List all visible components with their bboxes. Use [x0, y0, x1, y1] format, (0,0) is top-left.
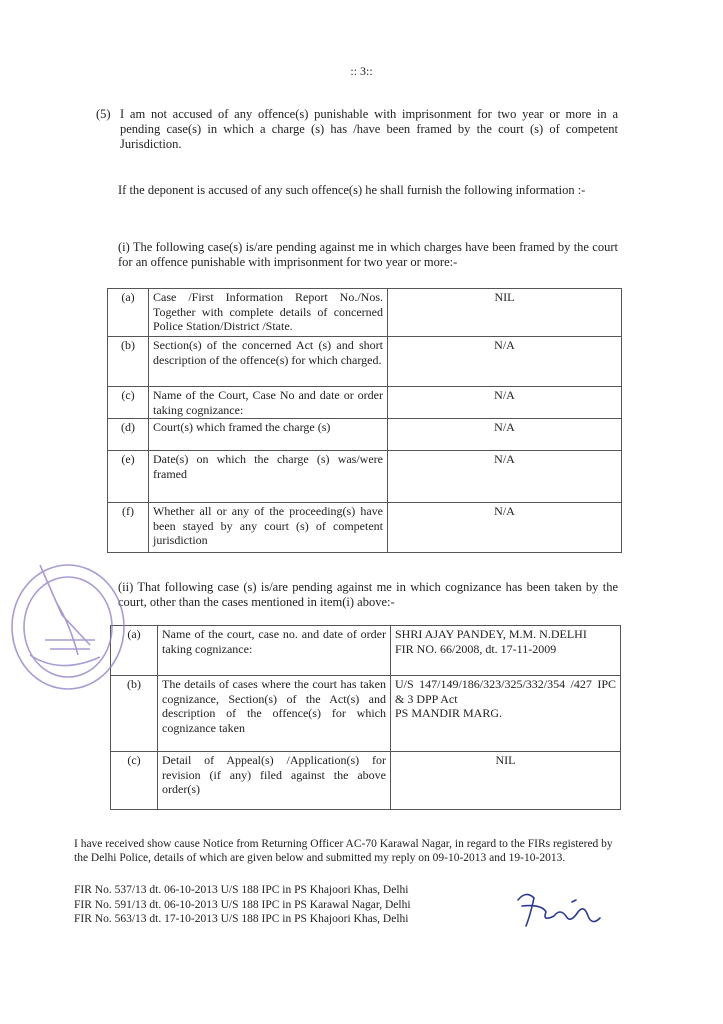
table-row — [108, 289, 622, 337]
page-number: :: 3:: — [350, 64, 373, 78]
value-line: NIL — [495, 753, 516, 767]
row-label: (d) — [108, 419, 149, 451]
show-cause-note: I have received show cause Notice from Returning Officer AC-70 Karawal Nagar, in regard to the FIRs registered by the Delhi Police, details of which are given below and submitted my reply on 09-10-2013 and 19-10-2013. — [74, 838, 613, 864]
row-label: (b) — [108, 337, 149, 387]
row-label: (c) — [111, 752, 158, 810]
table-row — [111, 626, 621, 676]
row-value: N/A — [388, 451, 622, 503]
item-i-paragraph: (i) The following case(s) is/are pending against me in which charges have been framed by the court for an offence punishable with imprisonment for two year or more:- — [118, 240, 618, 269]
row-value: NIL — [388, 289, 622, 337]
row-value — [391, 626, 621, 676]
signature-icon — [512, 882, 607, 932]
row-description: Detail of Appeal(s) /Application(s) for revision (if any) filed against the above order(s) — [158, 752, 391, 810]
value-line: PS MANDIR MARG. — [395, 706, 503, 720]
cases-charged-table — [107, 288, 622, 553]
official-stamp-icon — [0, 545, 125, 705]
paragraph-5-number: (5) — [96, 107, 111, 121]
row-value: N/A — [388, 387, 622, 419]
row-description: The details of cases where the court has taken cognizance, Section(s) of the Act(s) and description of the offence(s) for which cognizance taken — [158, 676, 391, 752]
row-label: (a) — [108, 289, 149, 337]
cases-cognizance-table — [110, 625, 621, 810]
row-value: N/A — [388, 419, 622, 451]
value-line: FIR NO. 66/2008, dt. 17-11-2009 — [395, 641, 557, 656]
list-item: FIR No. 591/13 dt. 06-10-2013 U/S 188 IPC in PS Karawal Nagar, Delhi — [74, 898, 411, 911]
item-ii-paragraph: (ii) That following case (s) is/are pending against me in which cognizance has been taken by the court, other than the cases mentioned in item(i) above:- — [118, 580, 618, 609]
row-description: Date(s) on which the charge (s) was/were framed — [149, 451, 388, 503]
row-description: Section(s) of the concerned Act (s) and short description of the offence(s) for which charged. — [149, 337, 388, 387]
row-description: Court(s) which framed the charge (s) — [149, 419, 388, 451]
row-label: (a) — [111, 626, 158, 676]
row-value: N/A — [388, 337, 622, 387]
table-row — [111, 676, 621, 752]
table-row — [108, 451, 622, 503]
list-item: FIR No. 537/13 dt. 06-10-2013 U/S 188 IPC in PS Khajoori Khas, Delhi — [74, 884, 409, 896]
row-value — [391, 752, 621, 810]
row-description: Name of the court, case no. and date of order taking cognizance: — [158, 626, 391, 676]
paragraph-5-text: I am not accused of any offence(s) punishable with imprisonment for two year or more in a pending case(s) in which a charge (s) has /have been framed by the court (s) of competent Jurisdiction. — [120, 107, 618, 151]
value-line: U/S 147/149/186/323/325/332/354 /427 IPC & 3 DPP Act — [395, 677, 616, 706]
list-item: FIR No. 563/13 dt. 17-10-2013 U/S 188 IPC in PS Khajoori Khas, Delhi — [74, 913, 409, 925]
row-description: Case /First Information Report No./Nos. Together with complete details of concerned Police Station/District /State. — [149, 289, 388, 337]
row-description: Whether all or any of the proceeding(s) have been stayed by any court (s) of competent jurisdiction — [149, 503, 388, 553]
row-label: (b) — [111, 676, 158, 752]
info-paragraph: If the deponent is accused of any such offence(s) he shall furnish the following information :- — [118, 183, 586, 197]
table-row — [108, 503, 622, 553]
row-description: Name of the Court, Case No and date or order taking cognizance: — [149, 387, 388, 419]
row-value: N/A — [388, 503, 622, 553]
row-label: (f) — [108, 503, 149, 553]
table-row — [108, 387, 622, 419]
fir-list — [74, 883, 411, 927]
table-row — [108, 337, 622, 387]
row-label: (e) — [108, 451, 149, 503]
table-row — [111, 752, 621, 810]
value-line: SHRI AJAY PANDEY, M.M. N.DELHI — [395, 627, 587, 641]
row-value — [391, 676, 621, 752]
paragraph-5 — [96, 107, 618, 152]
table-row — [108, 419, 622, 451]
row-label: (c) — [108, 387, 149, 419]
